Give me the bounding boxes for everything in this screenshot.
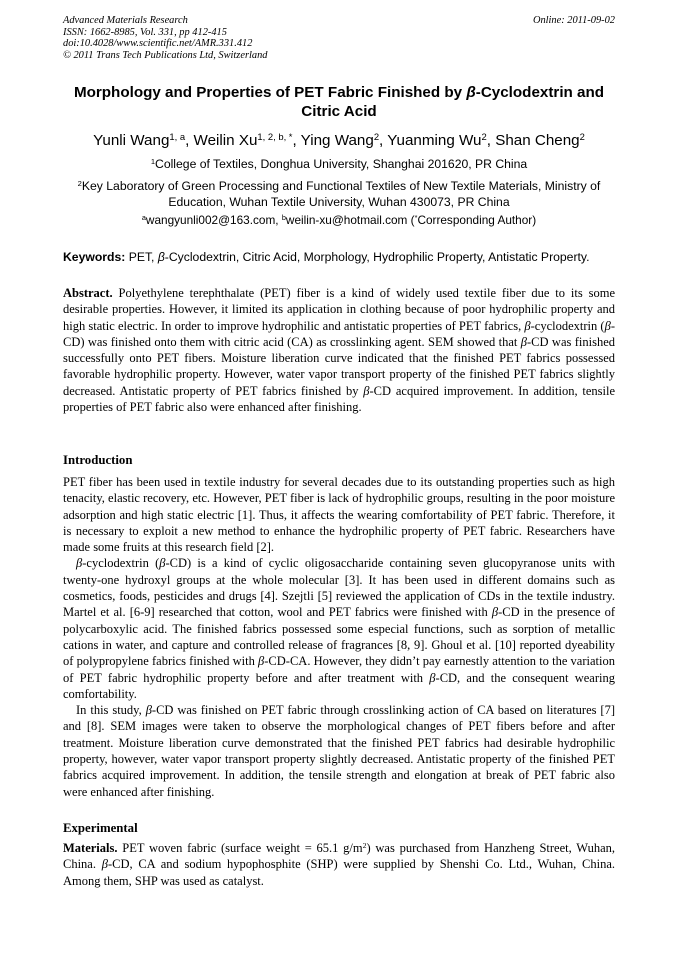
email-b: weilin-xu@hotmail.com ( [285,213,415,227]
author-sup: 1, 2, b, * [257,130,293,142]
author-name: Yunli Wang [93,132,170,149]
intro-paragraph-3: In this study, β-CD was finished on PET fabric through crosslinking action of CA based on literatures [7] and [8]. SEM images were taken to observe the morphological changes of PET fibers before and after treatment. Moisture liberation curve demonstrated that the finished PET fabrics had desirable hydrophilic property, however, water vapor transport property slightly decreased. Antistatic property of the finished PET fabrics acquired improvement. In addition, the tensile strength and elongation at break of PET fabric also were enhanced after finishing. [63,703,616,799]
corresponding-star: * [414,212,418,222]
email-b-sup: b [281,212,286,222]
beta-symbol: β [159,556,166,571]
beta-symbol: β [524,318,531,333]
beta-symbol: β [157,250,165,264]
beta-symbol: β [429,670,436,685]
affiliation-1-sup: 1 [150,156,156,166]
intro-paragraph-2: β-cyclodextrin (β-CD) is a kind of cyclic oligosaccharide containing seven glucopyranose units with twenty-one hydroxyl groups at the whole molecular [3]. It has been used in different domains such as cosmetics, foods, pesticides and drugs [4]. Szejtli [5] reviewed the application of CDs in the textile industry. Martel et al. [6-9] researched that cotton, wool and PET fabrics were finished with β-CD in the presence of polycarboxylic acid. The finished fabrics possessed some especial functions, such as sorption of metallic cations in water, and capture and controlled release of fragrances [8, 9]. Ghoul et al. [10] reported dyeability of polypropylene fabrics finished with β-CD-CA. However, they didn’t pay earnestly attention to the variation of PET fabric hydrophilic property before and after treatment with β-CD, and the consequent wearing comfortability. [63,556,615,701]
beta-symbol: β [258,654,265,669]
materials-text-b: ) was purchased from Hanzheng Street, Wuhan, China. β-CD, CA and sodium hypophosphite (SHP) were supplied by Shenshi Co. Ltd., Wuhan, China. Among them, SHP was used as catalyst. [63,841,615,888]
issn-line: ISSN: 1662-8985, Vol. 331, pp 412-415 [63,26,227,38]
materials-label: Materials. [63,841,118,855]
corresponding-note: Corresponding Author) [417,213,537,227]
intro-paragraph-1: PET fiber has been used in textile industry for several decades due to its outstanding properties such as high tenacity, elastic recovery, etc. However, PET fiber is lack of hydrophilic groups, resulting in the poor moisture adsorption and high static electric [1]. Thus, it affects the wearing comfortability of PET fabric. Therefore, it is necessary to exploit a new method to enhance the hydrophilic property of PET fabric. Researchers have made some fruits at this research field [2]. [63,475,615,555]
beta-symbol: β [520,334,528,349]
beta-symbol: β [145,703,152,718]
beta-symbol: β [101,857,108,872]
title-part1: Morphology and Properties of PET Fabric Finished by [73,84,467,101]
materials-sup: 2 [362,840,367,850]
author-sup: 2 [373,130,380,142]
online-date: Online: 2011-09-02 [532,15,615,26]
beta-symbol: β [76,556,83,571]
affiliation-1-text: College of Textiles, Donghua University, Shanghai 201620, PR China [155,157,528,171]
affiliation-2 [63,179,615,210]
materials-paragraph [63,840,615,889]
doi-line: doi:10.4028/www.scientific.net/AMR.331.412 [63,38,253,50]
journal-info [63,15,267,61]
keywords-line [63,250,623,265]
materials-text-a: PET woven fabric (surface weight = 65.1 g/m [117,841,363,855]
keywords-text: PET, β-Cyclodextrin, Citric Acid, Morphology, Hydrophilic Property, Antistatic Property. [125,250,590,264]
keywords-label: Keywords: [63,250,126,264]
author-name: Ying Wang [300,132,374,149]
beta-symbol: β [491,605,499,620]
section-heading-experimental: Experimental [63,821,138,835]
section-heading-introduction: Introduction [63,453,133,467]
author-emails [63,213,615,228]
author-sup: 2 [481,130,487,142]
abstract-text: Polyethylene terephthalate (PET) fiber is a kind of widely used textile fiber due to its some desirable properties. However, it limited its application in clothing because of poor hydrophilic property and high static electric. In order to improve hydrophilic and antistatic properties of PET fabrics, β-cyclodextrin (β-CD) was finished onto them with citric acid (CA) as crosslinking agent. SEM showed that β-CD was finished successfully onto PET fibers. Moisture liberation curve indicated that the finished PET fabrics possessed favorable hydrophilic property. However, water vapor transport property of the finished PET fabrics slightly decreased. Antistatic property of PET fabrics finished by β-CD acquired improvement. In addition, tensile properties of PET fabric also were enhanced after finishing. [63,286,616,415]
author-name: Weilin Xu [193,132,258,149]
affiliation-1 [63,157,615,172]
journal-name: Advanced Materials Research [63,15,188,26]
beta-symbol: β [363,383,370,398]
paper-title [63,83,615,121]
author-sup: 1, a [169,130,186,142]
author-name: Shan Cheng [495,132,580,149]
email-a-sup: a [141,212,146,222]
author-list: Yunli Wang$^{1, a}$, Weilin $Xu^{1, 2, b, *}$, Ying Wang$^2$, Yuanming Wu$^2$, Shan Cheng$^2$ [93,130,585,149]
affiliation-2-text: Key Laboratory of Green Processing and Functional Textiles of New Textile Materials, Ministry of Education, Wuhan Textile University, Wuhan 430073, PR China [81,179,601,209]
affiliation-2-sup: 2 [77,178,82,188]
email-a: wangyunli002@163.com, [145,213,282,227]
title-part2: -Cyclodextrin and Citric Acid [301,84,605,120]
introduction-body [63,474,615,800]
abstract-label: Abstract. [63,286,113,300]
copyright-line: © 2011 Trans Tech Publications Ltd, Switzerland [63,49,268,61]
abstract [63,285,615,415]
title-beta: β [466,84,476,101]
beta-symbol: β [604,318,611,333]
author-name: Yuanming Wu [387,132,482,149]
author-sup: 2 [579,130,585,142]
